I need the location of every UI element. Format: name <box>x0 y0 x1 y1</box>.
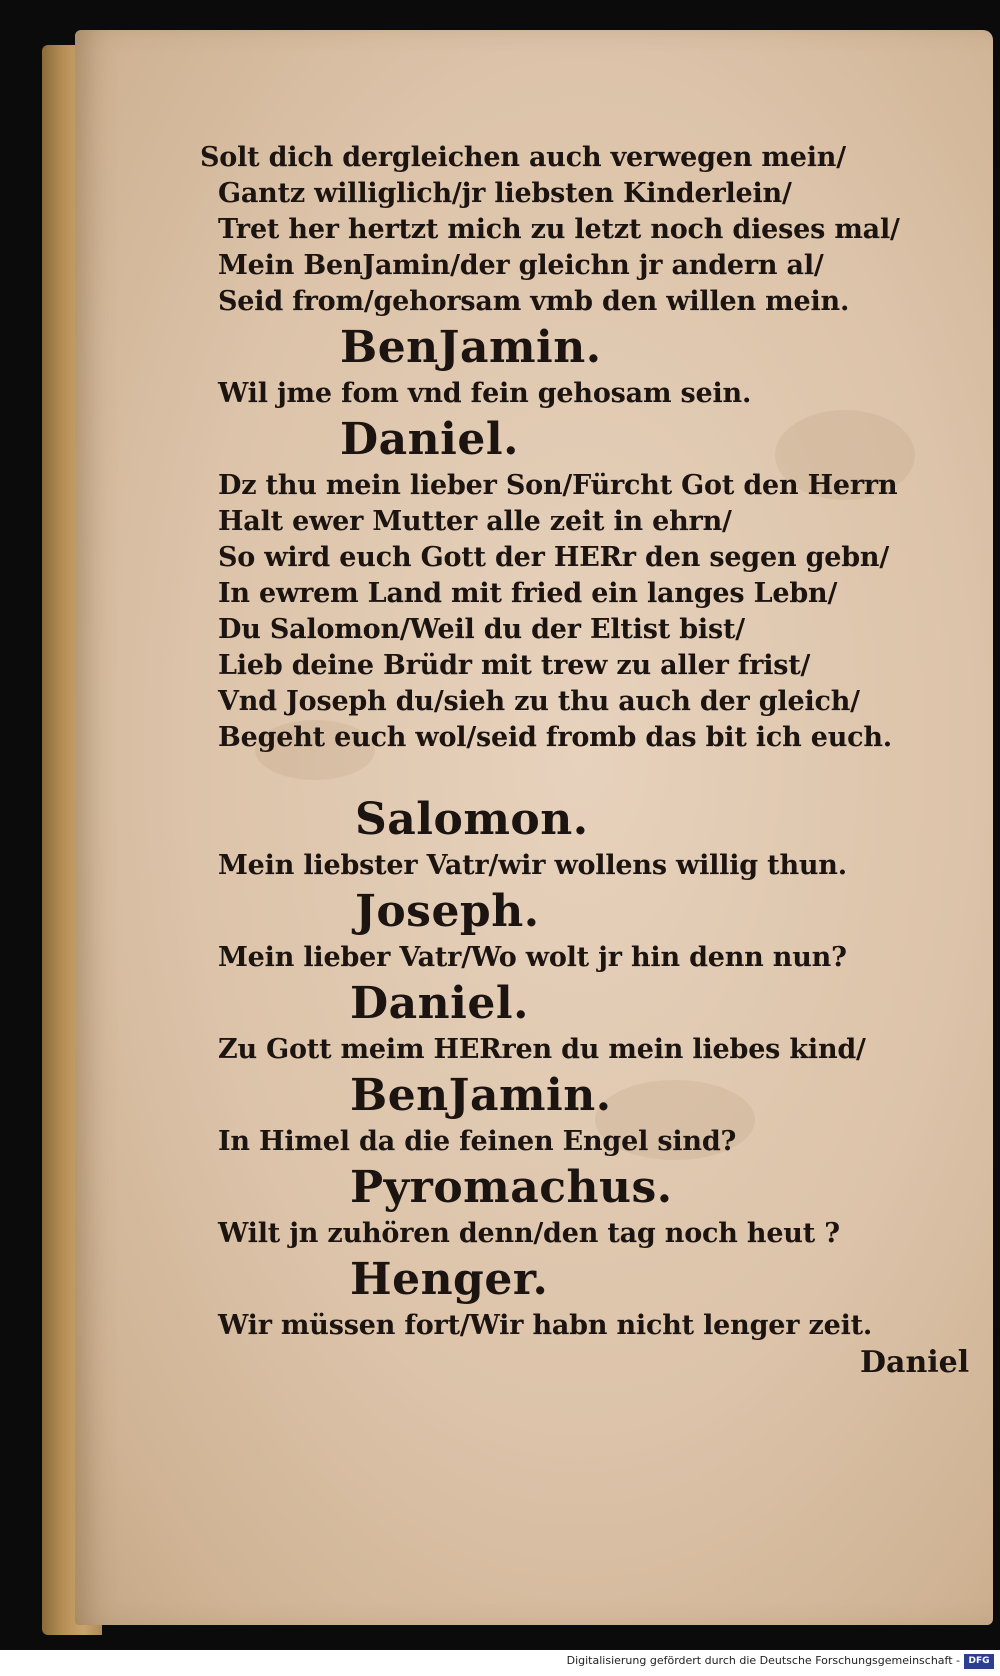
speaker-name: BenJamin. <box>340 322 602 373</box>
verse-line: Gantz williglich/jr liebsten Kinderlein/ <box>218 178 792 209</box>
funding-credit: Digitalisierung gefördert durch die Deutsche Forschungsgemeinschaft - <box>566 1654 960 1667</box>
speaker-name: Pyromachus. <box>350 1162 673 1213</box>
verse-line: Mein liebster Vatr/wir wollens willig thun. <box>218 850 847 881</box>
verse-line: Tret her hertzt mich zu letzt noch dieses mal/ <box>218 214 900 245</box>
catchword: Daniel <box>860 1345 970 1380</box>
verse-line: Vnd Joseph du/sieh zu thu auch der gleich/ <box>218 686 860 717</box>
verse-line: Mein BenJamin/der gleichn jr andern al/ <box>218 250 824 281</box>
speaker-name: Salomon. <box>355 794 589 845</box>
verse-line: Seid from/gehorsam vmb den willen mein. <box>218 286 850 317</box>
verse-line: So wird euch Gott der HERr den segen gebn/ <box>218 542 890 573</box>
verse-line: Solt dich dergleichen auch verwegen mein/ <box>200 142 846 173</box>
verse-line: Wil jme fom vnd fein gehosam sein. <box>218 378 752 409</box>
digitization-footer <box>0 1650 1000 1676</box>
verse-line: Du Salomon/Weil du der Eltist bist/ <box>218 614 745 645</box>
dfg-logo: DFG <box>964 1654 994 1669</box>
speaker-name: Joseph. <box>355 886 540 937</box>
verse-line: In ewrem Land mit fried ein langes Lebn/ <box>218 578 838 609</box>
stanza-gap <box>200 756 990 792</box>
verse-line: Dz thu mein lieber Son/Fürcht Got den Herrn <box>218 470 898 501</box>
verse-line: Halt ewer Mutter alle zeit in ehrn/ <box>218 506 732 537</box>
verse-line: Begeht euch wol/seid fromb das bit ich euch. <box>218 722 893 753</box>
verse-line: Wilt jn zuhören denn/den tag noch heut ? <box>218 1218 840 1249</box>
verse-line: Lieb deine Brüdr mit trew zu aller frist/ <box>218 650 811 681</box>
speaker-name: Daniel. <box>340 414 519 465</box>
verse-line: Mein lieber Vatr/Wo wolt jr hin denn nun? <box>218 942 847 973</box>
verse-text <box>200 140 990 1344</box>
speaker-name: Daniel. <box>350 978 529 1029</box>
verse-line: Zu Gott meim HERren du mein liebes kind/ <box>218 1034 866 1065</box>
speaker-name: BenJamin. <box>350 1070 612 1121</box>
speaker-name: Henger. <box>350 1254 549 1305</box>
verse-line: In Himel da die feinen Engel sind? <box>218 1126 737 1157</box>
verse-line: Wir müssen fort/Wir habn nicht lenger zeit. <box>218 1310 873 1341</box>
